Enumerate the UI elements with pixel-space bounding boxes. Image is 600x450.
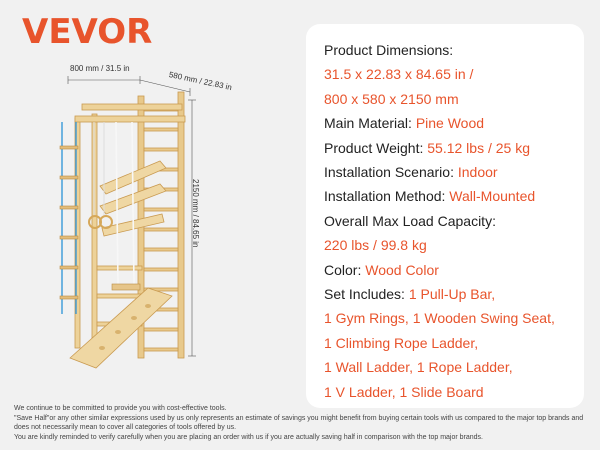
spec-value: Wood Color: [365, 261, 439, 278]
disclaimer-line: We continue to be committed to provide you with cost-effective tools.: [14, 405, 227, 412]
spec-line: [324, 38, 578, 62]
spec-label: Installation Method:: [324, 188, 450, 205]
spec-line: [324, 355, 578, 379]
spec-card: [306, 24, 584, 408]
spec-value: 1 Gym Rings, 1 Wooden Swing Seat,: [324, 310, 555, 327]
spec-label: Main Material:: [324, 115, 416, 132]
spec-label: Overall Max Load Capacity:: [324, 212, 496, 229]
spec-line: [324, 62, 578, 86]
spec-line: [324, 160, 578, 184]
spec-value: 220 lbs / 99.8 kg: [324, 237, 427, 254]
disclaimer: [14, 404, 594, 442]
spec-label: Product Dimensions:: [324, 42, 454, 58]
rope-ladder: [60, 122, 78, 314]
depth-dimension-label: 580 mm / 22.83 in: [168, 70, 233, 93]
disclaimer-line: You are kindly reminded to verify carefully when you are placing an order with us if you are actually saving half in comparison with the top major brands.: [14, 433, 483, 441]
disclaimer-line: "Save Half"or any other similar expressions used by us only represents an estimate of savings you might benefit from buying certain tools with us compared to the major top brands and does not necessarily mean to cover all categories of tools offered by us.: [14, 414, 584, 431]
spec-label: Installation Scenario:: [324, 164, 458, 181]
spec-value: 1 Pull-Up Bar,: [408, 286, 496, 303]
spec-value: 55.12 lbs / 25 kg: [427, 139, 530, 156]
spec-line: [324, 380, 578, 404]
spec-line: [324, 184, 578, 208]
brand-logo: VEVOR: [22, 12, 153, 52]
height-dimension-label: 2150 mm / 84.65 in: [191, 179, 200, 248]
spec-label: Color:: [324, 261, 366, 278]
spec-line: [324, 258, 578, 282]
spec-line: [324, 233, 578, 257]
spec-value: 31.5 x 22.83 x 84.65 in /: [324, 66, 474, 83]
spec-value: 1 Climbing Rope Ladder,: [324, 334, 479, 351]
spec-value: 1 Wall Ladder, 1 Rope Ladder,: [324, 359, 513, 376]
spec-list: [324, 38, 578, 404]
spec-line: [324, 306, 578, 330]
spec-label: Product Weight:: [324, 139, 428, 156]
spec-value: Wall-Mounted: [449, 188, 536, 205]
spec-line: [324, 331, 578, 355]
spec-value: 800 x 580 x 2150 mm: [324, 90, 459, 107]
spec-label: Set Includes:: [324, 286, 409, 303]
spec-value: Pine Wood: [415, 115, 485, 132]
spec-line: [324, 209, 578, 233]
spec-value: Indoor: [457, 164, 498, 181]
spec-line: [324, 111, 578, 135]
spec-line: [324, 87, 578, 111]
spec-value: 1 V Ladder, 1 Slide Board: [324, 383, 484, 400]
product-image: [40, 56, 280, 386]
spec-line: [324, 282, 578, 306]
spec-line: [324, 136, 578, 160]
climbing-frame-illustration: [40, 56, 280, 386]
width-dimension-label: 800 mm / 31.5 in: [70, 64, 130, 73]
